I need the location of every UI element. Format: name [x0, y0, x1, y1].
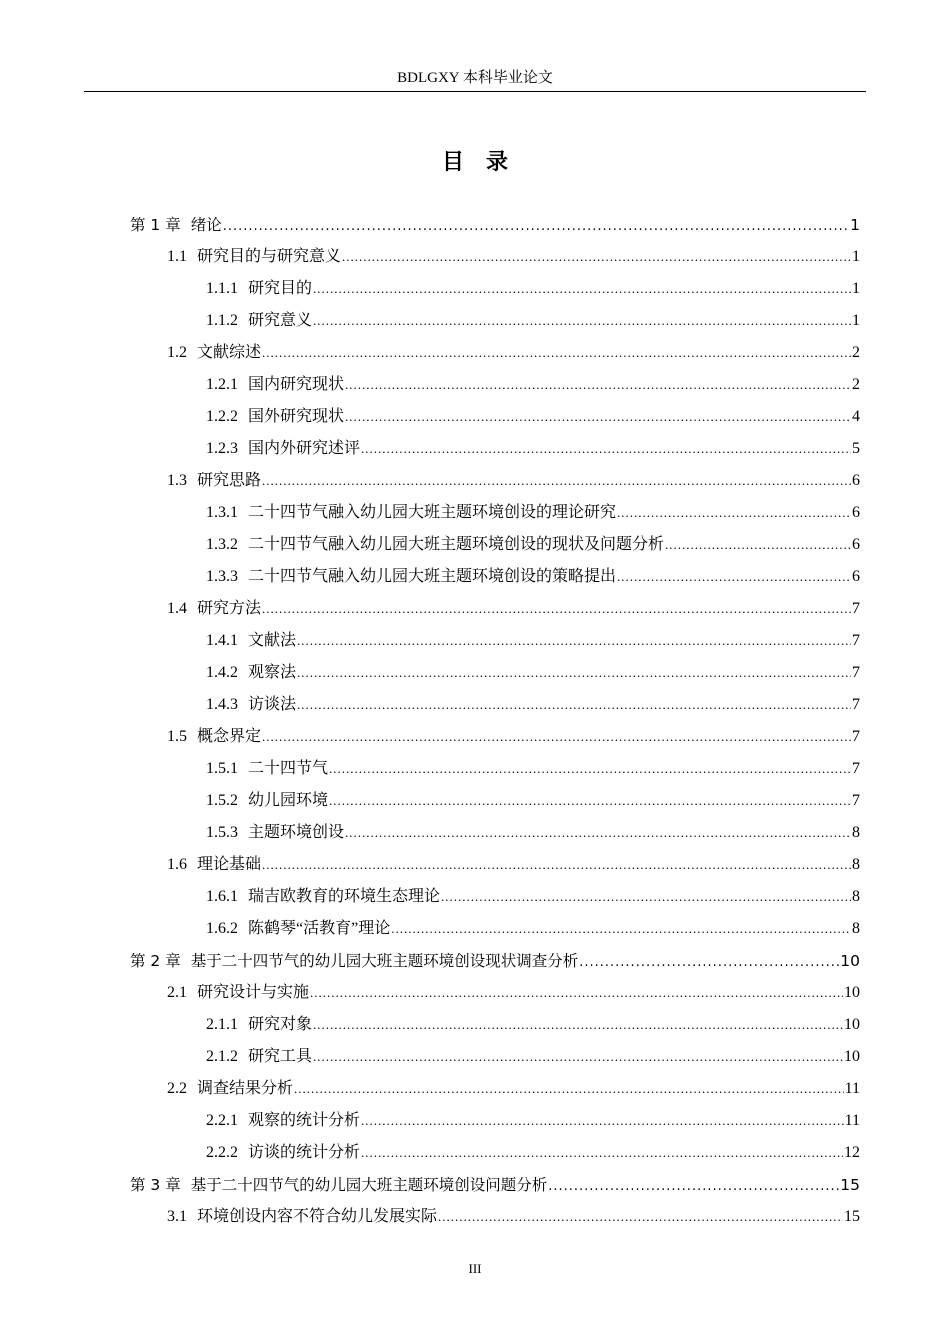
toc-entry[interactable]	[130, 209, 860, 241]
toc-dot-leader	[345, 401, 851, 433]
toc-entry-page: 11	[844, 1112, 860, 1129]
toc-entry-page: 2	[852, 376, 860, 393]
toc-entry-title: 研究对象	[248, 1016, 313, 1033]
toc-entry-title: 访谈法	[248, 696, 297, 713]
toc-entry-title: 理论基础	[197, 856, 262, 873]
toc-entry-title: 基于二十四节气的幼儿园大班主题环境创设现状调查分析	[190, 952, 579, 970]
toc-entry-title: 国外研究现状	[248, 408, 345, 425]
toc-entry-page: 10	[840, 952, 860, 970]
toc-entry-title: 调查结果分析	[197, 1080, 294, 1097]
header-rule	[84, 91, 866, 92]
toc-entry[interactable]	[130, 689, 860, 721]
toc-dot-leader	[665, 529, 851, 561]
toc-title: 目录	[441, 150, 530, 175]
toc-entry-page: 2	[852, 344, 860, 361]
toc-dot-leader	[579, 947, 839, 979]
toc-entry-number: 1.3	[167, 472, 187, 489]
toc-entry-number: 1.3.3	[206, 568, 238, 585]
toc-entry-page: 8	[852, 824, 860, 841]
toc-entry-number: 1.2.1	[206, 376, 238, 393]
toc-dot-leader	[617, 497, 851, 529]
toc-entry[interactable]	[130, 785, 860, 817]
toc-dot-leader	[313, 1009, 843, 1041]
toc-entry-number: 1.1.1	[206, 280, 238, 297]
toc-entry-number: 2.2.2	[206, 1144, 238, 1161]
toc-entry[interactable]	[130, 529, 860, 561]
toc-dot-leader	[329, 785, 851, 817]
toc-entry[interactable]	[130, 817, 860, 849]
toc-entry-number: 3.1	[167, 1208, 187, 1225]
toc-entry[interactable]	[130, 465, 860, 497]
toc-entry-title: 研究意义	[248, 312, 313, 329]
toc-entry-page: 11	[844, 1080, 860, 1097]
toc-dot-leader	[313, 305, 851, 337]
toc-dot-leader	[297, 689, 851, 721]
toc-entry-title: 概念界定	[197, 728, 262, 745]
toc-entry-number: 1.1.2	[206, 312, 238, 329]
toc-dot-leader	[262, 849, 851, 881]
toc-entry[interactable]	[130, 657, 860, 689]
toc-entry-page: 6	[852, 472, 860, 489]
toc-entry-number: 1.3.1	[206, 504, 238, 521]
toc-entry-number: 1.4	[167, 600, 187, 617]
toc-entry-page: 6	[852, 568, 860, 585]
toc-entry-page: 5	[852, 440, 860, 457]
toc-entry[interactable]	[130, 305, 860, 337]
toc-entry-page: 1	[852, 312, 860, 329]
toc-entry-title: 国内外研究述评	[248, 440, 361, 457]
toc-entry-page: 10	[844, 984, 860, 1001]
toc-dot-leader	[345, 369, 851, 401]
toc-entry[interactable]	[130, 753, 860, 785]
toc-entry-number: 第 1 章	[130, 216, 181, 234]
toc-entry-number: 1.4.2	[206, 664, 238, 681]
toc-dot-leader	[223, 211, 849, 243]
toc-entry-number: 1.6	[167, 856, 187, 873]
toc-entry-number: 1.5.1	[206, 760, 238, 777]
toc-entry[interactable]	[130, 1073, 860, 1105]
toc-dot-leader	[548, 1171, 839, 1203]
toc-entry[interactable]	[130, 945, 860, 977]
toc-entry-title: 观察的统计分析	[248, 1112, 361, 1129]
toc-entry[interactable]	[130, 1009, 860, 1041]
toc-entry-page: 12	[844, 1144, 860, 1161]
toc-entry-page: 8	[852, 856, 860, 873]
toc-entry[interactable]	[130, 497, 860, 529]
toc-entry-number: 1.5.3	[206, 824, 238, 841]
toc-entry-number: 1.2	[167, 344, 187, 361]
toc-entry-title: 主题环境创设	[248, 824, 345, 841]
toc-entry-page: 10	[844, 1016, 860, 1033]
toc-entry-page: 1	[850, 216, 860, 234]
toc-dot-leader	[617, 561, 851, 593]
toc-entry-page: 15	[840, 1176, 860, 1194]
toc-entry-number: 1.5.2	[206, 792, 238, 809]
toc-entry-number: 2.1	[167, 984, 187, 1001]
toc-entry-title: 陈鹤琴“活教育”理论	[248, 920, 391, 937]
toc-entry[interactable]	[130, 273, 860, 305]
table-of-contents	[130, 209, 860, 1233]
toc-entry-number: 第 2 章	[130, 952, 181, 970]
toc-entry[interactable]	[130, 1169, 860, 1201]
toc-dot-leader	[391, 913, 851, 945]
toc-entry-number: 1.5	[167, 728, 187, 745]
toc-dot-leader	[262, 593, 851, 625]
toc-entry-number: 2.2.1	[206, 1112, 238, 1129]
toc-entry-page: 7	[852, 760, 860, 777]
toc-dot-leader	[329, 753, 851, 785]
toc-entry-page: 7	[852, 600, 860, 617]
toc-entry-number: 1.6.2	[206, 920, 238, 937]
toc-dot-leader	[313, 1041, 843, 1073]
toc-entry-title: 研究方法	[197, 600, 262, 617]
toc-entry-title: 环境创设内容不符合幼儿发展实际	[197, 1208, 438, 1225]
toc-entry[interactable]	[130, 593, 860, 625]
toc-dot-leader	[361, 1137, 843, 1169]
toc-entry-number: 2.1.2	[206, 1048, 238, 1065]
toc-entry-title: 绪论	[190, 216, 222, 234]
toc-dot-leader	[262, 465, 851, 497]
toc-dot-leader	[310, 977, 843, 1009]
toc-entry-page: 1	[852, 248, 860, 265]
toc-entry-title: 二十四节气融入幼儿园大班主题环境创设的理论研究	[248, 504, 617, 521]
toc-dot-leader	[441, 881, 851, 913]
toc-entry-title: 研究工具	[248, 1048, 313, 1065]
toc-entry-title: 二十四节气融入幼儿园大班主题环境创设的策略提出	[248, 568, 617, 585]
toc-entry[interactable]	[130, 849, 860, 881]
toc-entry-title: 访谈的统计分析	[248, 1144, 361, 1161]
toc-entry[interactable]	[130, 913, 860, 945]
toc-dot-leader	[262, 721, 851, 753]
toc-entry-title: 研究思路	[197, 472, 262, 489]
toc-entry[interactable]	[130, 337, 860, 369]
toc-entry-page: 7	[852, 728, 860, 745]
toc-entry-title: 瑞吉欧教育的环境生态理论	[248, 888, 441, 905]
toc-entry-title: 二十四节气融入幼儿园大班主题环境创设的现状及问题分析	[248, 536, 665, 553]
toc-entry-number: 2.1.1	[206, 1016, 238, 1033]
toc-entry[interactable]	[130, 1201, 860, 1233]
toc-entry-page: 6	[852, 504, 860, 521]
toc-entry-title: 研究目的与研究意义	[197, 248, 342, 265]
toc-entry[interactable]	[130, 401, 860, 433]
toc-entry-page: 7	[852, 792, 860, 809]
toc-entry-title: 文献法	[248, 632, 297, 649]
toc-entry[interactable]	[130, 721, 860, 753]
toc-entry-number: 1.3.2	[206, 536, 238, 553]
toc-entry-number: 1.2.3	[206, 440, 238, 457]
toc-dot-leader	[361, 433, 851, 465]
toc-entry-page: 15	[844, 1208, 860, 1225]
toc-entry-title: 研究设计与实施	[197, 984, 310, 1001]
toc-entry-number: 1.2.2	[206, 408, 238, 425]
page-header: BDLGXY 本科毕业论文	[397, 70, 553, 86]
toc-entry-title: 国内研究现状	[248, 376, 345, 393]
toc-entry-number: 1.6.1	[206, 888, 238, 905]
toc-entry-title: 研究目的	[248, 280, 313, 297]
toc-entry-title: 文献综述	[197, 344, 262, 361]
toc-entry-page: 7	[852, 696, 860, 713]
page-number: III	[468, 1261, 482, 1276]
toc-dot-leader	[345, 817, 851, 849]
toc-entry-page: 1	[852, 280, 860, 297]
toc-entry[interactable]	[130, 881, 860, 913]
toc-entry[interactable]	[130, 1041, 860, 1073]
toc-dot-leader	[313, 273, 851, 305]
toc-dot-leader	[294, 1073, 844, 1105]
toc-entry[interactable]	[130, 241, 860, 273]
toc-entry[interactable]	[130, 977, 860, 1009]
toc-entry[interactable]	[130, 433, 860, 465]
toc-dot-leader	[342, 241, 851, 273]
toc-entry-page: 4	[852, 408, 860, 425]
toc-entry[interactable]	[130, 1137, 860, 1169]
toc-dot-leader	[262, 337, 851, 369]
toc-entry-page: 6	[852, 536, 860, 553]
toc-entry[interactable]	[130, 625, 860, 657]
toc-entry[interactable]	[130, 369, 860, 401]
toc-entry-number: 1.1	[167, 248, 187, 265]
toc-entry-number: 第 3 章	[130, 1176, 181, 1194]
toc-entry-page: 8	[852, 888, 860, 905]
toc-dot-leader	[438, 1201, 843, 1233]
toc-entry-title: 幼儿园环境	[248, 792, 329, 809]
toc-entry-number: 1.4.1	[206, 632, 238, 649]
toc-entry-page: 7	[852, 664, 860, 681]
toc-entry-number: 2.2	[167, 1080, 187, 1097]
toc-entry-title: 二十四节气	[248, 760, 329, 777]
toc-entry-title: 基于二十四节气的幼儿园大班主题环境创设问题分析	[190, 1176, 548, 1194]
toc-entry-title: 观察法	[248, 664, 297, 681]
toc-dot-leader	[361, 1105, 844, 1137]
toc-entry-page: 8	[852, 920, 860, 937]
toc-entry-page: 10	[844, 1048, 860, 1065]
toc-entry-number: 1.4.3	[206, 696, 238, 713]
toc-dot-leader	[297, 657, 851, 689]
toc-entry[interactable]	[130, 1105, 860, 1137]
toc-dot-leader	[297, 625, 851, 657]
toc-entry-page: 7	[852, 632, 860, 649]
toc-entry[interactable]	[130, 561, 860, 593]
